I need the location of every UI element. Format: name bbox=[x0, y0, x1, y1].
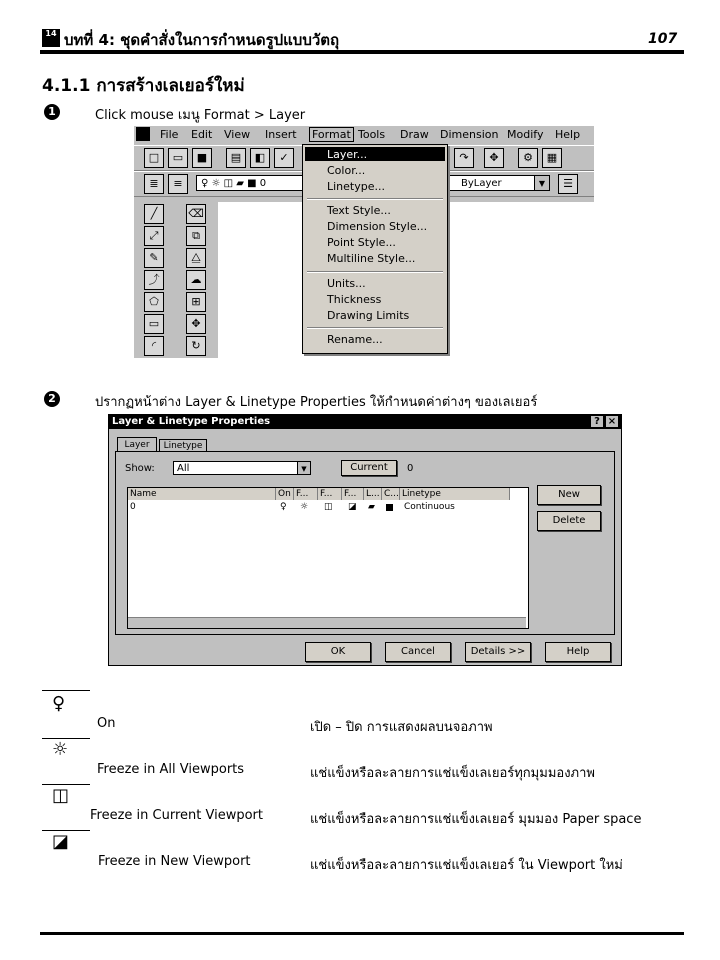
legend-desc-freeze-new: แช่แข็งหรือละลายการแช่แข็งเลเยอร์ ใน Viewport ใหม่ bbox=[310, 858, 623, 873]
match-icon[interactable]: ▦ bbox=[542, 148, 562, 168]
column-linetype[interactable]: Linetype bbox=[400, 488, 510, 500]
help-icon[interactable]: ? bbox=[591, 416, 603, 427]
format-menu bbox=[302, 144, 448, 354]
legend-desc-freeze-current: แช่แข็งหรือละลายการแช่แข็งเลเยอร์ มุมมอง Paper space bbox=[310, 812, 642, 827]
menu-item-text-style[interactable]: Text Style... bbox=[327, 204, 391, 217]
pan-icon[interactable]: ✥ bbox=[484, 148, 504, 168]
app-icon bbox=[136, 127, 150, 141]
spell-icon[interactable]: ✓ bbox=[274, 148, 294, 168]
layer-list[interactable] bbox=[127, 487, 529, 629]
page-number: 107 bbox=[648, 31, 678, 47]
redo-icon[interactable]: ↷ bbox=[454, 148, 474, 168]
layer-previous-icon[interactable]: ≡ bbox=[168, 174, 188, 194]
freeze-current-viewport-icon[interactable]: ◫ bbox=[324, 502, 333, 512]
menu-item-units[interactable]: Units... bbox=[327, 277, 366, 290]
menu-item-thickness[interactable]: Thickness bbox=[327, 293, 382, 306]
chapter-icon: 14 bbox=[42, 29, 60, 47]
layers-icon[interactable]: ≣ bbox=[144, 174, 164, 194]
copy-icon[interactable]: ⧉ bbox=[186, 226, 206, 246]
legend-label-freeze-all: Freeze in All Viewports bbox=[97, 762, 245, 777]
erase-icon[interactable]: ⌫ bbox=[186, 204, 206, 224]
step-bullet-2: 2 bbox=[44, 391, 60, 407]
polyline-icon[interactable]: ⤴ bbox=[144, 270, 164, 290]
dialog-title: Layer & Linetype Properties bbox=[112, 416, 271, 427]
layer-dropdown[interactable] bbox=[196, 175, 306, 191]
delete-button[interactable]: Delete bbox=[537, 511, 601, 531]
layer-value: 0 bbox=[259, 178, 267, 189]
legend-desc-freeze-all: แช่แข็งหรือละลายการแช่แข็งเลเยอร์ทุกมุมมองภาพ bbox=[310, 766, 595, 781]
move-icon[interactable]: ✥ bbox=[186, 314, 206, 334]
step-bullet-1: 1 bbox=[44, 104, 60, 120]
sun-icon: ☼ bbox=[52, 739, 69, 760]
open-icon[interactable]: ▭ bbox=[168, 148, 188, 168]
legend-label-on: On bbox=[97, 716, 116, 731]
close-icon[interactable]: × bbox=[607, 416, 617, 427]
ray-icon[interactable]: ⤢ bbox=[144, 226, 164, 246]
freeze-new-viewport-icon[interactable]: ◪ bbox=[348, 502, 357, 512]
menu-separator bbox=[307, 271, 443, 273]
mirror-icon[interactable]: ⧋ bbox=[186, 248, 206, 268]
menu-format[interactable]: Format bbox=[309, 127, 354, 142]
pencil-icon[interactable]: ✎ bbox=[144, 248, 164, 268]
layer-state-icons: ♀ ☼ ◫ ▰ ■ bbox=[201, 178, 260, 189]
menu-draw[interactable]: Draw bbox=[400, 128, 429, 141]
properties-icon[interactable]: ⚙ bbox=[518, 148, 538, 168]
show-value: All bbox=[177, 463, 190, 474]
menu-insert[interactable]: Insert bbox=[265, 128, 297, 141]
menu-view[interactable]: View bbox=[224, 128, 251, 141]
column-color[interactable]: C... bbox=[384, 489, 399, 499]
preview-icon[interactable]: ◧ bbox=[250, 148, 270, 168]
show-label: Show: bbox=[125, 463, 155, 474]
legend-desc-on: เปิด – ปิด การแสดงผลบนจอภาพ bbox=[310, 720, 493, 735]
header-rule bbox=[40, 50, 684, 54]
lightbulb-icon[interactable]: ♀ bbox=[280, 502, 287, 512]
column-name[interactable]: Name bbox=[128, 488, 276, 500]
horizontal-scrollbar[interactable] bbox=[128, 617, 526, 628]
offset-icon[interactable]: ☁ bbox=[186, 270, 206, 290]
menu-modify[interactable]: Modify bbox=[507, 128, 544, 141]
step-text-2: ปรากฏหน้าต่าง Layer & Linetype Properties ให้กำหนดค่าต่างๆ ของเลเยอร์ bbox=[95, 395, 538, 410]
row-linetype: Continuous bbox=[404, 502, 455, 512]
save-icon[interactable]: ■ bbox=[192, 148, 212, 168]
print-icon[interactable]: ▤ bbox=[226, 148, 246, 168]
lineweight-icon[interactable]: ☰ bbox=[558, 174, 578, 194]
column-freeze-new[interactable]: F... bbox=[342, 488, 364, 500]
dialog-titlebar bbox=[109, 415, 621, 429]
footer-rule bbox=[40, 932, 684, 935]
lightbulb-icon: ♀ bbox=[52, 693, 66, 714]
autocad-menu-screenshot bbox=[134, 126, 594, 358]
sun-icon[interactable]: ☼ bbox=[300, 502, 309, 512]
rotate-icon[interactable]: ↻ bbox=[186, 336, 206, 356]
menu-item-point-style[interactable]: Point Style... bbox=[327, 236, 396, 249]
freeze-current-viewport-icon: ◫ bbox=[52, 785, 70, 806]
menu-item-linetype[interactable]: Linetype... bbox=[327, 180, 385, 193]
current-button[interactable]: Current bbox=[341, 460, 397, 476]
menu-help[interactable]: Help bbox=[555, 128, 581, 141]
step-text-1: Click mouse เมนู Format > Layer bbox=[95, 108, 306, 123]
ok-button[interactable]: OK bbox=[305, 642, 371, 662]
menu-item-multiline-style[interactable]: Multiline Style... bbox=[327, 252, 416, 265]
menu-item-layer[interactable]: Layer... bbox=[327, 148, 368, 161]
chevron-down-icon: ▼ bbox=[297, 462, 310, 474]
chapter-title: บทที่ 4: ชุดคำสั่งในการกำหนดรูปแบบวัตถุ bbox=[64, 31, 340, 49]
help-button[interactable]: Help bbox=[545, 642, 611, 662]
new-icon[interactable]: □ bbox=[144, 148, 164, 168]
table-row[interactable] bbox=[128, 501, 526, 513]
chevron-down-icon: ▼ bbox=[534, 176, 549, 190]
column-lock[interactable]: L... bbox=[364, 488, 382, 500]
menu-tools[interactable]: Tools bbox=[358, 128, 386, 141]
legend-divider bbox=[42, 690, 90, 691]
menu-separator bbox=[307, 327, 443, 329]
legend-label-freeze-current: Freeze in Current Viewport bbox=[90, 808, 263, 823]
show-dropdown[interactable] bbox=[173, 461, 311, 475]
arc-icon[interactable]: ◜ bbox=[144, 336, 164, 356]
menubar bbox=[134, 126, 594, 144]
polygon-icon[interactable]: ⬠ bbox=[144, 292, 164, 312]
cancel-button[interactable]: Cancel bbox=[385, 642, 451, 662]
legend-label-freeze-new: Freeze in New Viewport bbox=[98, 854, 251, 869]
new-button[interactable]: New bbox=[537, 485, 601, 505]
color-swatch[interactable] bbox=[386, 504, 393, 511]
column-on[interactable]: On bbox=[276, 488, 294, 500]
linetype-value: ByLayer bbox=[461, 178, 502, 189]
linetype-dropdown[interactable] bbox=[446, 175, 550, 191]
menu-highlight bbox=[305, 147, 445, 161]
tab-linetype[interactable]: Linetype bbox=[159, 439, 207, 452]
menu-edit[interactable]: Edit bbox=[191, 128, 213, 141]
layer-linetype-dialog bbox=[108, 414, 622, 666]
details-button[interactable]: Details >> bbox=[465, 642, 531, 662]
menu-item-color[interactable]: Color... bbox=[327, 164, 366, 177]
line-icon[interactable]: ╱ bbox=[144, 204, 164, 224]
menu-item-drawing-limits[interactable]: Drawing Limits bbox=[327, 309, 410, 322]
column-freeze-current[interactable]: F... bbox=[318, 488, 342, 500]
section-title: 4.1.1 การสร้างเลเยอร์ใหม่ bbox=[42, 76, 245, 96]
column-freeze-all[interactable]: F... bbox=[294, 488, 318, 500]
menu-item-rename[interactable]: Rename... bbox=[327, 333, 383, 346]
layer-name: 0 bbox=[130, 502, 136, 512]
current-value: 0 bbox=[407, 463, 414, 474]
menu-file[interactable]: File bbox=[160, 128, 179, 141]
menu-dimension[interactable]: Dimension bbox=[440, 128, 499, 141]
freeze-new-viewport-icon: ◪ bbox=[52, 831, 70, 852]
lock-icon[interactable]: ▰ bbox=[368, 502, 375, 512]
menu-item-dimension-style[interactable]: Dimension Style... bbox=[327, 220, 428, 233]
rectangle-icon[interactable]: ▭ bbox=[144, 314, 164, 334]
menu-separator bbox=[307, 198, 443, 200]
array-icon[interactable]: ⊞ bbox=[186, 292, 206, 312]
tab-layer[interactable]: Layer bbox=[117, 437, 157, 452]
